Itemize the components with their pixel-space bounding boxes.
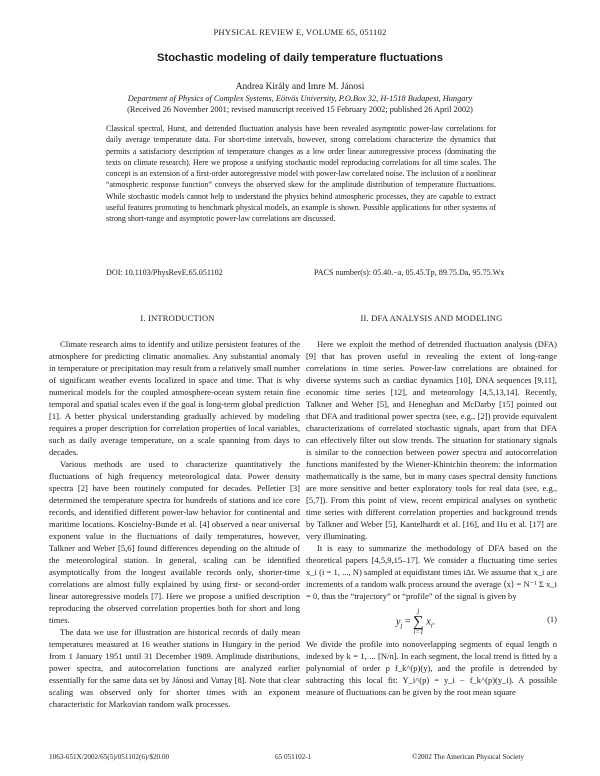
- paper-title: Stochastic modeling of daily temperature fluctuations: [157, 52, 443, 64]
- footer-issn: 1063-651X/2002/65(5)/051102(6)/$20.00: [49, 753, 170, 761]
- journal-header: PHYSICAL REVIEW E, VOLUME 65, 051102: [213, 27, 387, 37]
- left-column: [49, 330, 300, 710]
- dfa-paragraph-1: Here we exploit the method of detrended fluctuation analysis (DFA) [9] that has proven useful in revealing the extent of long-range correlations in time series. Power-law correlations are obtained for diverse systems such as cardiac dynamics [10], DNA sequences [9,11], economic time series [12], and meteorology [4,5,13,14]. Recently, Talkner and Weber [5], and Heneghan and McDarby [15] pointed out that DFA and traditional power spectra (see, e.g., [2]) provide equivalent characterizations of correlated stochastic signals, apart from that DFA can effectively filter out slow trends. The situation for stationary signals is similar to the connection between power spectra and autocorrelation functions manifested by the Wiener-Khintchin theorem: the information mathematically is the same, but in many cases spectral density functions are more sensitive and better exploratory tools for real data (see, e.g., [5,7]). From this point of view, recent empirical analyses on synthetic time series with different correlation properties and background trends by Talkner and Weber [5], Kantelhardt et al. [16], and Hu et al. [17] are very illuminating.: [306, 339, 557, 541]
- summation-symbol: j ∑ i=1: [413, 607, 424, 636]
- dfa-paragraph-3: We divide the profile into nonoverlapping segments of equal length n indexed by k = 1, ... [N/n]. In each segment, the local trend is fitted by a polynomial of order p f_k^(p)(y), and the profile is detrended by subtracting this local fit: Y_i^(p) = y_i − f_k^(p)(y_i). A possible measure of fluctuations can be given by the root mean square: [306, 639, 557, 697]
- dfa-paragraph-2: It is easy to summarize the methodology of DFA based on the theoretical papers [4,5,9,15–17]. We consider a fluctuating time series x_i (i = 1, ..., N) sampled at equidistant times iΔt. We assume that x_i are increments of a random walk process around the average ⟨x⟩ = N⁻¹ Σ x_i = 0, thus the “trajectory” or “profile” of the signal is given by: [306, 543, 557, 601]
- intro-paragraph-1: Climate research aims to identify and utilize persistent features of the atmosphere for predicting climatic anomalies. Any substantial anomaly in temperature or precipitation may result from a relatively small number of significant weather events localized in space and time. That is why numerical models for the coupled atmosphere-ocean system retain fine temporal and spatial scales even if the goal is long-term global prediction [1]. A better physical understanding gradually achieved by modeling requires a proper description for correlation properties of local variables, such as daily average temperature, on a scale spanning from days to decades.: [49, 339, 300, 457]
- doi: DOI: 10.1103/PhysRevE.65.051102: [106, 268, 223, 277]
- received-dates: (Received 26 November 2001; revised manuscript received 15 February 2002; published 26 April 2002): [127, 105, 473, 114]
- equation-number: (1): [547, 614, 557, 624]
- equation-body: $y_j = j$ ∑ i=1 $x_i$.: [396, 607, 436, 636]
- intro-paragraph-3: The data we use for illustration are historical records of daily mean temperatures measured at 16 weather stations in Hungary in the period from 1 January 1951 until 31 December 1989. Amplitude distributions, power spectra, and autocorrelation functions are analyzed earlier essentially for the same data set by Jánosi and Vattay [8]. Note that clear scaling was observed only for shorter times with an exponent characteristic for Markovian random walk processes.: [49, 627, 300, 709]
- abstract: Classical spectral, Hurst, and detrended fluctuation analysis have been revealed asymptotic power-law correlations for daily average temperature data. For short-time intervals, however, strong correlations characterize the dynamics that permits a satisfactory description of temperature changes as a low order linear autoregressive process (dominating the texts on climate research). Here we propose a unifying stochastic model reproducing correlations for all time scales. The concept is an extension of a first-order autoregressive model with power-law correlated noise. The inclusion of a nonlinear “atmospheric response function” conveys the observed skew for the amplitude distribution of temperature fluctuations. While stochastic models cannot help to understand the physics behind atmospheric processes, they are capable to extract useful features promoting to benchmark physical models, an example is shown. Possible applications for other systems of strong short-range and asymptotic power-law correlations are discussed.: [106, 124, 496, 224]
- author-list: Andrea Király and Imre M. Jánosi: [235, 82, 365, 92]
- pacs-numbers: PACS number(s): 05.40.−a, 05.45.Tp, 89.75.Da, 95.75.Wx: [314, 268, 505, 277]
- intro-paragraph-2: Various methods are used to characterize quantitatively the fluctuations of high frequency meteorological data. Power density spectra [2] have been routinely computed for decades. Pelletier [3] determined the temperature spectra for hundreds of stations and ice core records, and identified different power-law behavior for continental and maritime locations. Koscielny-Bunde et al. [4] observed a near universal exponent value in the fluctuations of daily temperatures, however, Talkner and Weber [5,6] found differences depending on the altitude of the meteorological station. In general, scaling can be identified asymptotically from the longest available records only, shorter-time correlations are almost fully explained by using first- or second-order linear autoregressive models [7]. Here we propose a unified description reproducing the observed correlation properties both for short and long times.: [49, 459, 300, 625]
- affiliation: Department of Physics of Complex Systems, Eötvös University, P.O.Box 32, H-1518 Budapest, Hungary: [127, 94, 473, 103]
- footer-copyright: ©2002 The American Physical Society: [412, 753, 524, 761]
- footer-page-number: 65 051102-1: [275, 753, 312, 761]
- equation-1: [306, 605, 557, 636]
- section-title-dfa: II. DFA ANALYSIS AND MODELING: [360, 313, 503, 323]
- right-column: [306, 330, 557, 698]
- section-title-introduction: I. INTRODUCTION: [140, 313, 215, 323]
